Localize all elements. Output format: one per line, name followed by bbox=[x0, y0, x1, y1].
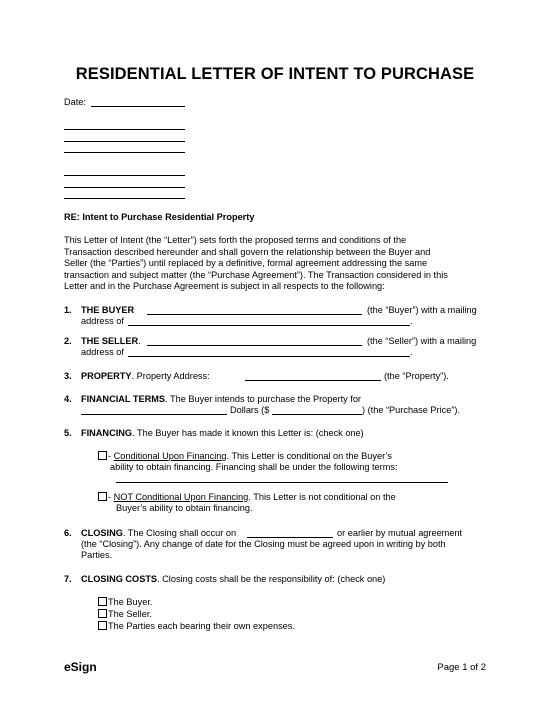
checkbox[interactable] bbox=[98, 621, 107, 630]
section-heading: THE BUYER bbox=[81, 305, 135, 315]
intro-line: transaction and subject matter (the “Purchase Agreement”). The Transaction considered in this bbox=[64, 269, 448, 280]
document-title: RESIDENTIAL LETTER OF INTENT TO PURCHASE bbox=[75, 65, 475, 83]
section-text: . Property Address: bbox=[131, 371, 210, 381]
option-text: . This Letter is conditional on the Buyer’s bbox=[226, 451, 392, 461]
address-label: address of bbox=[81, 316, 124, 326]
financing-option-not-conditional bbox=[98, 492, 396, 504]
checkbox[interactable] bbox=[98, 597, 107, 606]
section-number: 4. bbox=[64, 394, 72, 404]
option-text-line2: Buyer’s ability to obtain financing. bbox=[116, 503, 253, 513]
esign-logo: eSign bbox=[64, 660, 97, 674]
buyer-after-text: (the “Buyer”) with a mailing bbox=[367, 305, 477, 315]
section-property bbox=[81, 371, 210, 383]
intro-line: Seller (the “Parties”) until replaced by a definitive, formal agreement addressing the same bbox=[64, 258, 428, 268]
checkbox[interactable] bbox=[98, 451, 107, 460]
section-closing-costs bbox=[81, 574, 385, 586]
closing-line3: Parties. bbox=[81, 550, 113, 560]
option-label: NOT Conditional Upon Financing bbox=[113, 492, 249, 502]
closing-costs-option-seller bbox=[98, 609, 152, 621]
buyer-address-field[interactable] bbox=[128, 325, 410, 326]
section-heading: CLOSING COSTS bbox=[81, 574, 158, 584]
intro-line: Transaction described hereunder and shall govern the relationship between the Buyer and bbox=[64, 246, 431, 257]
closing-costs-option-buyer bbox=[98, 597, 152, 609]
section-seller bbox=[81, 336, 141, 348]
dollars-label: Dollars ($ bbox=[230, 405, 270, 415]
purchase-price-text: ) (the “Purchase Price”). bbox=[362, 405, 461, 415]
period: . bbox=[410, 316, 413, 326]
date-label: Date: bbox=[64, 97, 86, 107]
closing-after-text: or earlier by mutual agreement bbox=[337, 528, 463, 538]
closing-costs-option-parties bbox=[98, 621, 295, 633]
section-heading: FINANCING bbox=[81, 428, 133, 438]
seller-after-text: (the “Seller”) with a mailing bbox=[367, 336, 477, 346]
price-words-field[interactable] bbox=[81, 414, 227, 415]
section-text: . The Buyer has made it known this Letter is: (check one) bbox=[132, 428, 364, 438]
option-text-line2: ability to obtain financing. Financing shall be under the following terms: bbox=[110, 462, 398, 472]
section-financial-terms bbox=[81, 394, 361, 406]
option-label: The Parties each bearing their own expenses. bbox=[108, 621, 295, 631]
option-label: The Seller. bbox=[108, 609, 152, 619]
re-line: RE: Intent to Purchase Residential Property bbox=[64, 212, 255, 222]
section-buyer bbox=[81, 305, 134, 317]
section-text: . The Closing shall occur on bbox=[122, 528, 237, 538]
buyer-name-field[interactable] bbox=[147, 314, 362, 315]
sender-line-1[interactable] bbox=[64, 175, 185, 176]
property-address-field[interactable] bbox=[245, 380, 381, 381]
section-number: 3. bbox=[64, 371, 72, 381]
closing-date-field[interactable] bbox=[247, 537, 333, 538]
intro-line: This Letter of Intent (the “Letter”) sets forth the proposed terms and conditions of the bbox=[64, 235, 407, 245]
sender-line-2[interactable] bbox=[64, 187, 185, 188]
period: . bbox=[410, 347, 413, 357]
price-number-field[interactable] bbox=[272, 414, 362, 415]
section-text: . Closing costs shall be the responsibility of: (check one) bbox=[157, 574, 386, 584]
dash: - bbox=[108, 492, 114, 502]
financing-terms-field[interactable] bbox=[116, 482, 448, 483]
seller-name-field[interactable] bbox=[147, 345, 362, 346]
closing-line2: (the “Closing”). Any change of date for the Closing must be agreed upon in writing by both bbox=[81, 539, 446, 549]
section-number: 1. bbox=[64, 305, 72, 315]
option-label: Conditional Upon Financing bbox=[113, 451, 227, 461]
checkbox[interactable] bbox=[98, 492, 107, 501]
section-heading: PROPERTY bbox=[81, 371, 132, 381]
address-label: address of bbox=[81, 347, 124, 357]
financing-option-conditional bbox=[98, 451, 392, 463]
section-heading: THE SELLER bbox=[81, 336, 139, 346]
checkbox[interactable] bbox=[98, 609, 107, 618]
date-field[interactable] bbox=[91, 106, 185, 107]
section-number: 2. bbox=[64, 336, 72, 346]
dash: - bbox=[108, 451, 114, 461]
section-heading: CLOSING bbox=[81, 528, 123, 538]
page-number: Page 1 of 2 bbox=[437, 662, 486, 673]
sender-line-3[interactable] bbox=[64, 198, 185, 199]
section-financing bbox=[81, 428, 364, 440]
section-text: . The Buyer intends to purchase the Property for bbox=[165, 394, 361, 404]
option-label: The Buyer. bbox=[108, 597, 153, 607]
section-number: 6. bbox=[64, 528, 72, 538]
punct: . bbox=[138, 336, 141, 346]
intro-paragraph bbox=[64, 235, 494, 293]
intro-line: Letter and in the Purchase Agreement is subject in all respects to the following: bbox=[64, 281, 385, 291]
recipient-line-1[interactable] bbox=[64, 129, 185, 130]
section-closing bbox=[81, 528, 236, 540]
section-heading: FINANCIAL TERMS bbox=[81, 394, 166, 404]
seller-address-field[interactable] bbox=[128, 356, 410, 357]
recipient-line-2[interactable] bbox=[64, 141, 185, 142]
section-number: 7. bbox=[64, 574, 72, 584]
option-text: . This Letter is not conditional on the bbox=[248, 492, 396, 502]
property-after-text: (the “Property”). bbox=[384, 371, 449, 381]
section-number: 5. bbox=[64, 428, 72, 438]
recipient-line-3[interactable] bbox=[64, 152, 185, 153]
